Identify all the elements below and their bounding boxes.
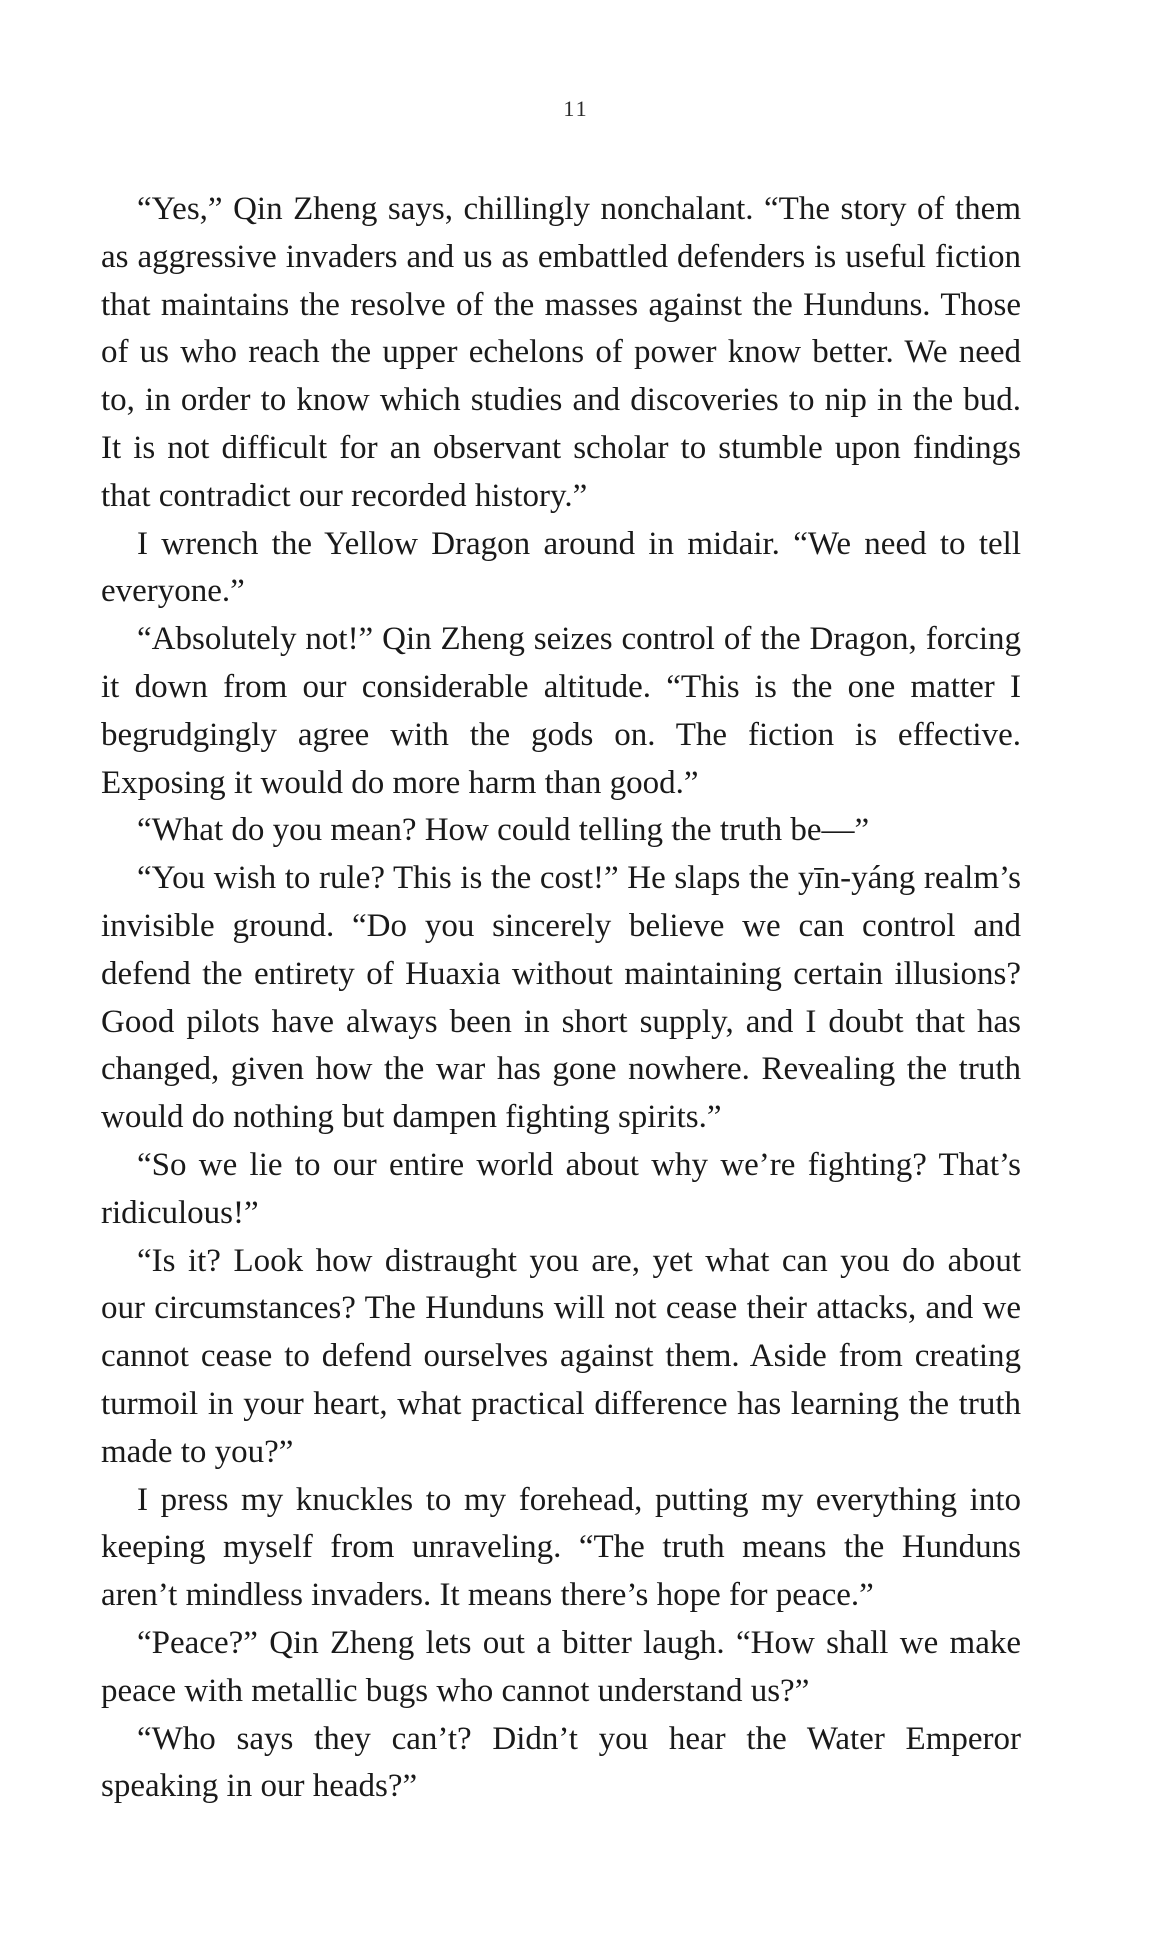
paragraph: I press my knuckles to my forehead, putting my everything into keeping myself from unraveling. “The truth means the Hunduns aren’t mindless invaders. It means there’s hope for peace.”	[101, 1481, 1021, 1614]
paragraph: I wrench the Yellow Dragon around in midair. “We need to tell everyone.”	[101, 525, 1021, 610]
paragraph: “So we lie to our entire world about why we’re fighting? That’s ridiculous!”	[101, 1146, 1021, 1231]
paragraph: “Absolutely not!” Qin Zheng seizes control of the Dragon, forcing it down from our considerable altitude. “This is the one matter I begrudgingly agree with the gods on. The fiction is effective. Exposing it would do more harm than good.”	[101, 621, 1021, 801]
paragraph: “Yes,” Qin Zheng says, chillingly nonchalant. “The story of them as aggressive invaders and us as embattled defenders is useful fiction that maintains the resolve of the masses against the Hunduns. Those of us who reach the upper echelons of power know better. We need to, in order to know which studies and discoveries to nip in the bud. It is not difficult for an observant scholar to stumble upon findings that contradict our recorded history.”	[101, 191, 1021, 514]
body-text	[101, 186, 1021, 1811]
paragraph: “Who says they can’t? Didn’t you hear the Water Emperor speaking in our heads?”	[101, 1720, 1021, 1805]
paragraph: “What do you mean? How could telling the truth be—”	[137, 812, 870, 849]
paragraph: “Is it? Look how distraught you are, yet what can you do about our circumstances? The Hunduns will not cease their attacks, and we cannot cease to defend ourselves against them. Aside from creating turmoil in your heart, what practical difference has learning the truth made to you?”	[101, 1242, 1021, 1470]
paragraph: “Peace?” Qin Zheng lets out a bitter laugh. “How shall we make peace with metallic bugs who cannot understand us?”	[101, 1624, 1021, 1709]
paragraph: “You wish to rule? This is the cost!” He slaps the yīn-yáng realm’s invisible ground. “Do you sincerely believe we can control and defend the entirety of Huaxia without maintaining certain illusions? Good pilots have always been in short supply, and I doubt that has changed, given how the war has gone nowhere. Revealing the truth would do nothing but dampen fighting spirits.”	[101, 860, 1021, 1136]
page-number: 11	[563, 96, 589, 121]
